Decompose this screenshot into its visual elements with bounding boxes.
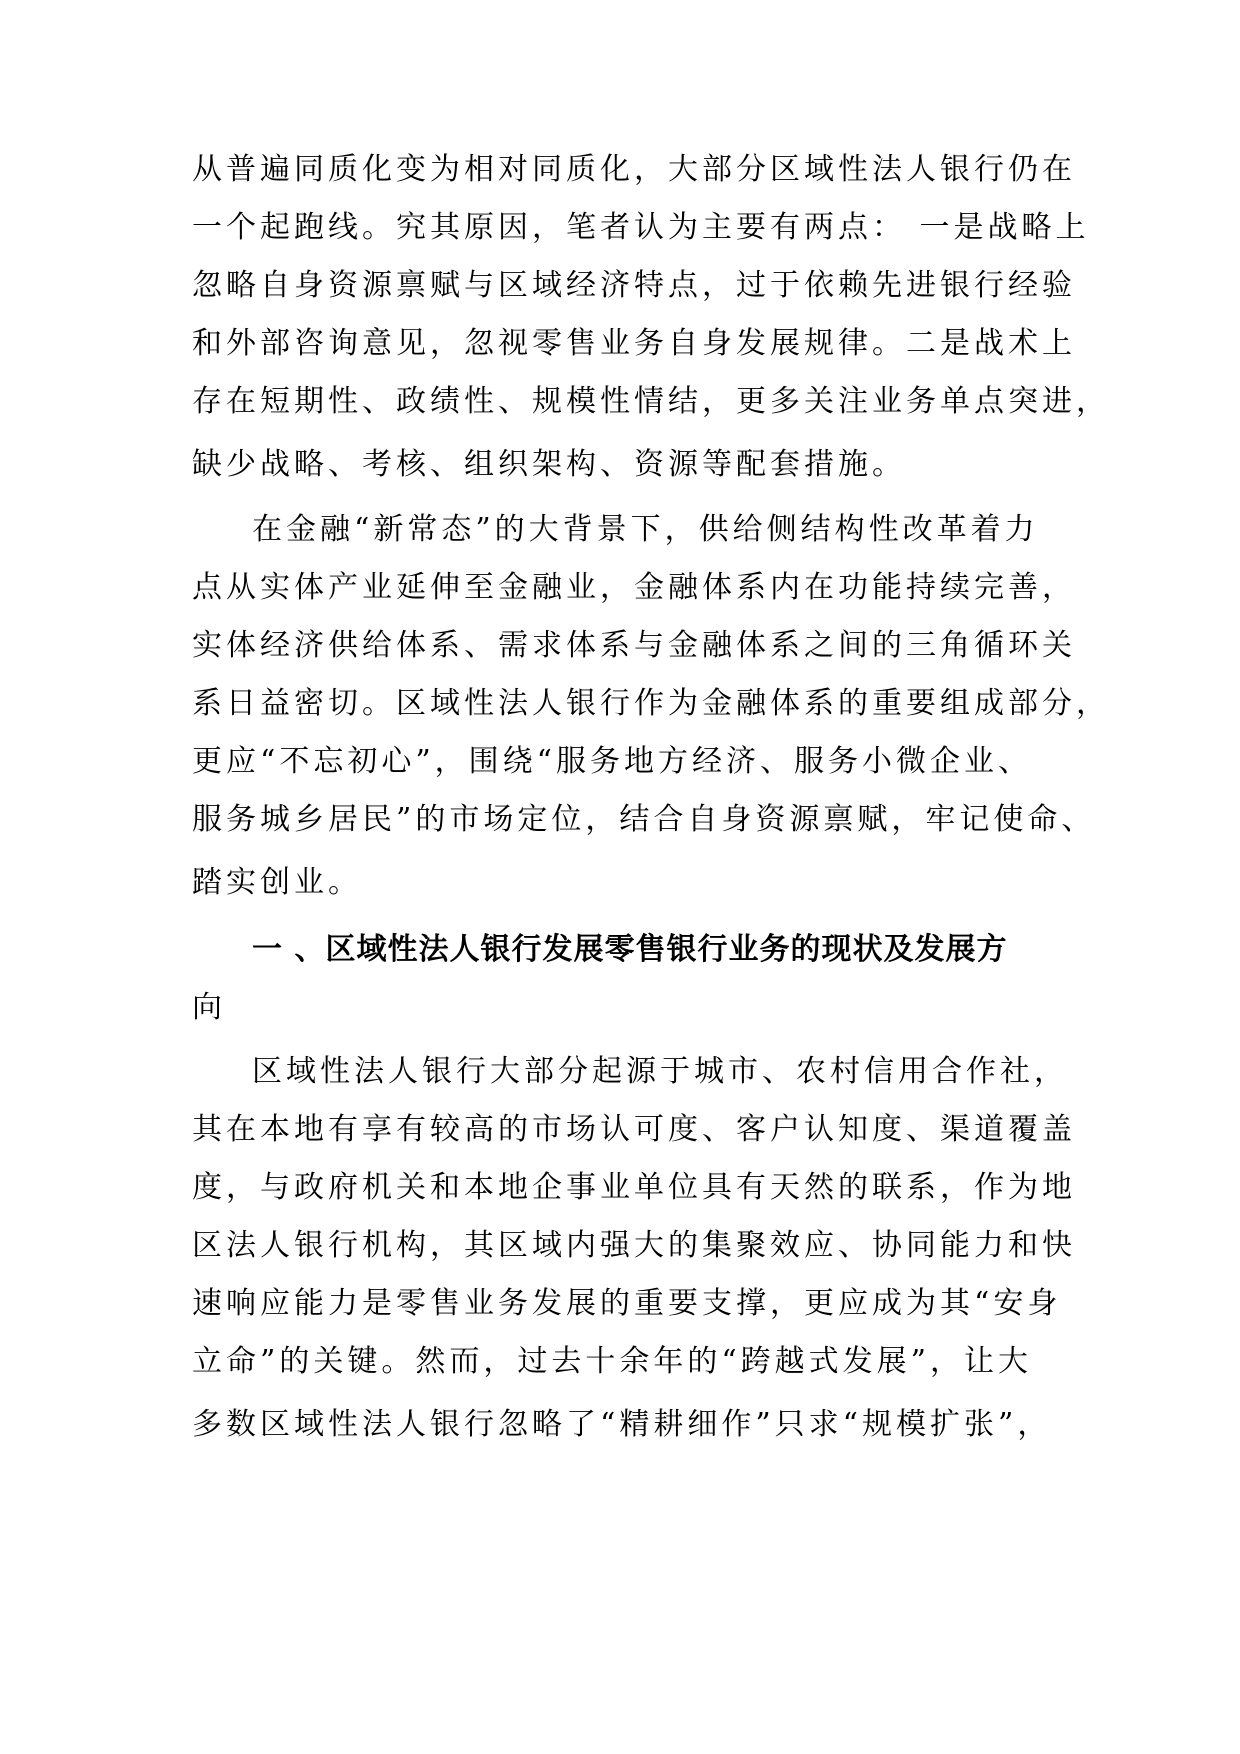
paragraph-line: 多数区域性法人银行忽略了“精耕细作”只求“规模扩张”， xyxy=(192,1407,1052,1442)
paragraph-line: 服务城乡居民”的市场定位，结合自身资源禀赋，牢记使命、 xyxy=(192,802,1096,837)
paragraph-line: 更应“不忘初心”，围绕“服务地方经济、服务小微企业、 xyxy=(192,744,1033,779)
paragraph-line: 一个起跑线。究其原因，笔者认为主要有两点： 一是战略上 xyxy=(192,210,1090,245)
paragraph-line: 忽略自身资源禀赋与区域经济特点，过于依赖先进银行经验 xyxy=(192,268,1076,303)
section-heading: 一 、区域性法人银行发展零售银行业务的现状及发展方 xyxy=(252,932,1008,967)
paragraph-line: 实体经济供给体系、需求体系与金融体系之间的三角循环关 xyxy=(192,628,1076,663)
paragraph-line: 从普遍同质化变为相对同质化，大部分区域性法人银行仍在 xyxy=(192,152,1076,187)
paragraph-line: 和外部咨询意见，忽视零售业务自身发展规律。二是战术上 xyxy=(192,326,1076,361)
paragraph-line: 点从实体产业延伸至金融业，金融体系内在功能持续完善， xyxy=(192,570,1076,605)
paragraph-line: 区法人银行机构，其区域内强大的集聚效应、协同能力和快 xyxy=(192,1228,1076,1263)
paragraph-line: 踏实创业。 xyxy=(192,865,362,900)
paragraph-line: 区域性法人银行大部分起源于城市、农村信用合作社， xyxy=(252,1054,1068,1089)
paragraph-line: 在金融“新常态”的大背景下，供给侧结构性改革着力 xyxy=(252,512,1039,547)
paragraph-line: 系日益密切。区域性法人银行作为金融体系的重要组成部分， xyxy=(192,686,1110,721)
paragraph-line: 缺少战略、考核、组织架构、资源等配套措施。 xyxy=(192,447,906,482)
section-heading-continued: 向 xyxy=(192,990,226,1025)
paragraph-line: 其在本地有享有较高的市场认可度、客户认知度、渠道覆盖 xyxy=(192,1112,1076,1147)
paragraph-line: 度，与政府机关和本地企事业单位具有天然的联系，作为地 xyxy=(192,1170,1076,1205)
paragraph-line: 速响应能力是零售业务发展的重要支撑，更应成为其“安身 xyxy=(192,1286,1062,1321)
paragraph-line: 存在短期性、政绩性、规模性情结，更多关注业务单点突进， xyxy=(192,384,1110,419)
paragraph-line: 立命”的关键。然而，过去十余年的“跨越式发展”，让大 xyxy=(192,1344,1033,1379)
